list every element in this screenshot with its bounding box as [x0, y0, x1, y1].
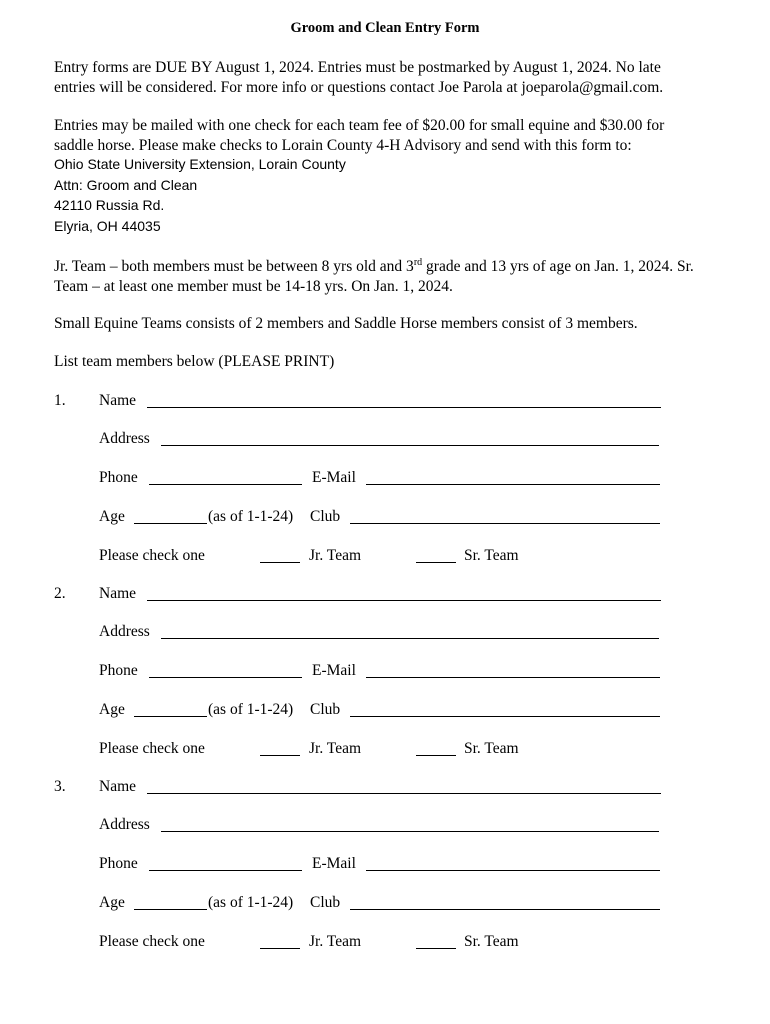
address-field[interactable]: [161, 831, 659, 832]
member-number: 1.: [54, 392, 66, 409]
mailing-paragraph: [54, 116, 744, 155]
club-label: Club: [310, 894, 341, 911]
age-note: (as of 1-1-24): [208, 894, 294, 911]
email-field[interactable]: [366, 484, 660, 485]
club-field[interactable]: [350, 523, 660, 524]
age-field[interactable]: [134, 909, 207, 910]
age-field[interactable]: [134, 716, 207, 717]
address-line: Attn: Groom and Clean: [54, 176, 198, 193]
age-note: (as of 1-1-24): [208, 508, 294, 525]
email-label: E-Mail: [312, 855, 356, 872]
member-number: 3.: [54, 778, 66, 795]
name-field[interactable]: [147, 600, 661, 601]
intro-line-2: entries will be considered. For more info or questions contact Joe Parola at joeparola@gmail.com.: [54, 78, 664, 96]
address-line: Elyria, OH 44035: [54, 217, 161, 234]
list-heading: List team members below (PLEASE PRINT): [54, 353, 335, 370]
sr-team-checkbox[interactable]: [416, 562, 456, 563]
club-field[interactable]: [350, 716, 660, 717]
intro-line-1: Entry forms are DUE BY August 1, 2024. Entries must be postmarked by August 1, 2024. No late: [54, 59, 661, 76]
club-label: Club: [310, 701, 341, 718]
address-label: Address: [99, 430, 150, 447]
jr-team-label: Jr. Team: [309, 740, 362, 757]
name-label: Name: [99, 585, 137, 602]
sr-team-label: Sr. Team: [464, 547, 519, 564]
jr-team-checkbox[interactable]: [260, 562, 300, 563]
address-label: Address: [99, 816, 150, 833]
address-field[interactable]: [161, 638, 659, 639]
phone-field[interactable]: [149, 677, 302, 678]
jr-team-checkbox[interactable]: [260, 948, 300, 949]
name-field[interactable]: [147, 407, 661, 408]
phone-field[interactable]: [149, 484, 302, 485]
age-rules-line-1: Jr. Team – both members must be between 8 yrs old and 3rd grade and 13 yrs of age on Jan. 1, 2024. Sr.: [54, 256, 694, 275]
name-label: Name: [99, 392, 137, 409]
age-note: (as of 1-1-24): [208, 701, 294, 718]
age-rules-line-2: Team – at least one member must be 14-18 yrs. On Jan. 1, 2024.: [54, 277, 453, 295]
member-number: 2.: [54, 585, 66, 602]
address-field[interactable]: [161, 445, 659, 446]
name-field[interactable]: [147, 793, 661, 794]
intro-paragraph: [54, 58, 744, 97]
sr-team-checkbox[interactable]: [416, 948, 456, 949]
phone-label: Phone: [99, 662, 138, 679]
mailing-address: [54, 154, 744, 236]
jr-team-label: Jr. Team: [309, 933, 362, 950]
check-one-label: Please check one: [99, 933, 205, 950]
check-one-label: Please check one: [99, 547, 205, 564]
age-label: Age: [99, 894, 125, 911]
phone-label: Phone: [99, 469, 138, 486]
team-size-note: Small Equine Teams consists of 2 members and Saddle Horse members consist of 3 members.: [54, 315, 638, 332]
address-line: Ohio State University Extension, Lorain County: [54, 156, 346, 172]
mailing-line-2: saddle horse. Please make checks to Lorain County 4-H Advisory and send with this form to:: [54, 136, 632, 154]
sr-team-checkbox[interactable]: [416, 755, 456, 756]
email-label: E-Mail: [312, 469, 356, 486]
club-field[interactable]: [350, 909, 660, 910]
name-label: Name: [99, 778, 137, 795]
jr-team-checkbox[interactable]: [260, 755, 300, 756]
check-one-label: Please check one: [99, 740, 205, 757]
sr-team-label: Sr. Team: [464, 740, 519, 757]
club-label: Club: [310, 508, 341, 525]
age-label: Age: [99, 508, 125, 525]
mailing-line-1: Entries may be mailed with one check for each team fee of $20.00 for small equine and $30.00 for: [54, 117, 665, 134]
age-rules-paragraph: [54, 257, 754, 296]
age-label: Age: [99, 701, 125, 718]
form-title: Groom and Clean Entry Form: [290, 20, 480, 36]
email-field[interactable]: [366, 677, 660, 678]
phone-field[interactable]: [149, 870, 302, 871]
jr-team-label: Jr. Team: [309, 547, 362, 564]
email-label: E-Mail: [312, 662, 356, 679]
email-field[interactable]: [366, 870, 660, 871]
address-label: Address: [99, 623, 150, 640]
sr-team-label: Sr. Team: [464, 933, 519, 950]
age-field[interactable]: [134, 523, 207, 524]
phone-label: Phone: [99, 855, 138, 872]
address-line: 42110 Russia Rd.: [54, 197, 165, 213]
